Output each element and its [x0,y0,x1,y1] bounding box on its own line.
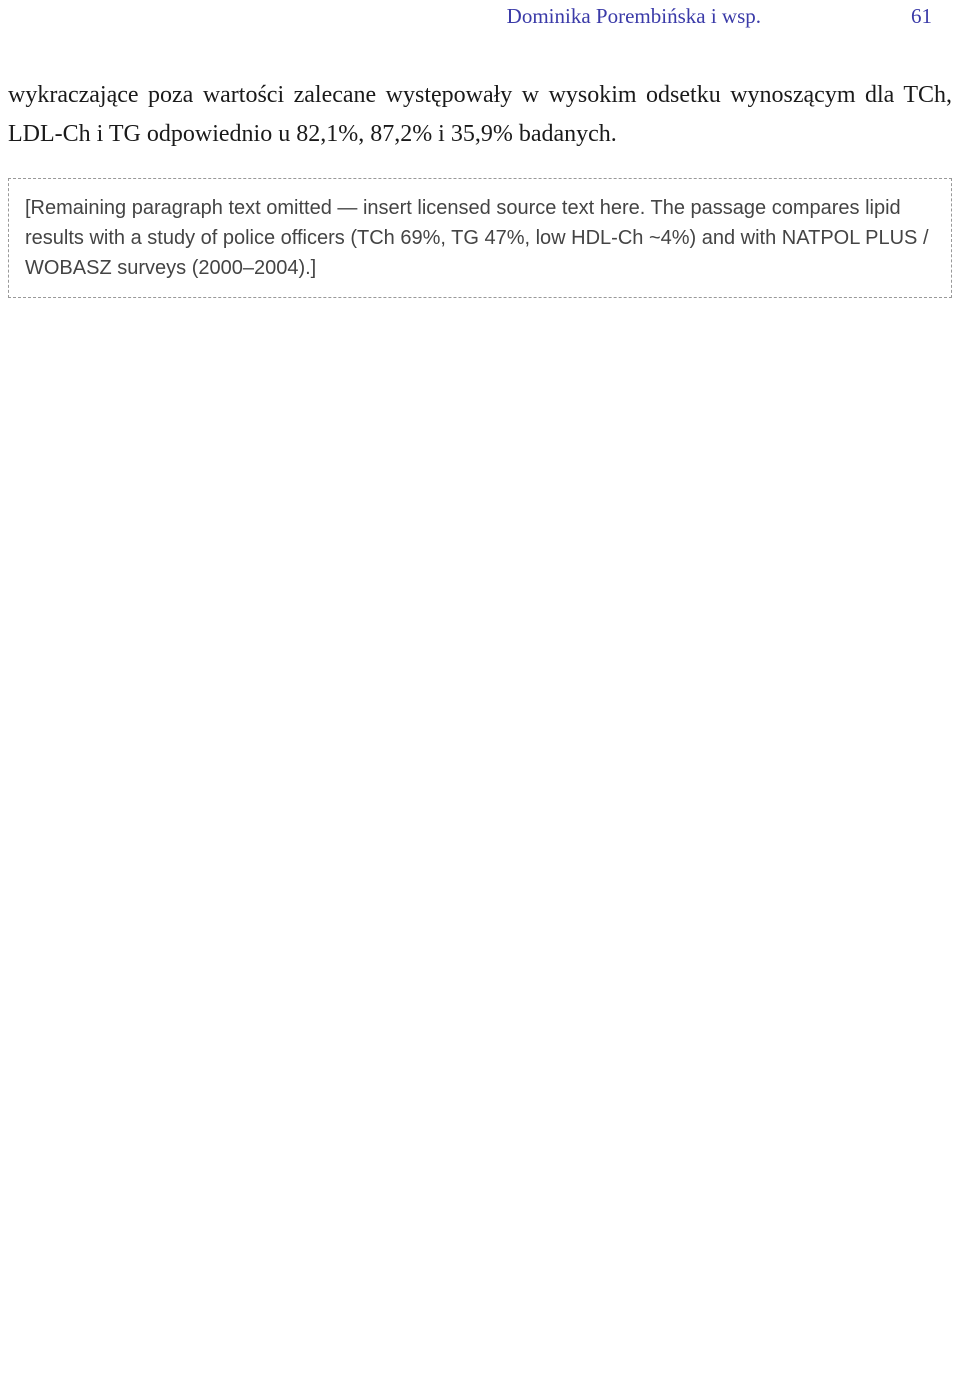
running-header [8,0,952,44]
header-authors: Dominika Porembińska i wsp. [506,4,761,28]
body-text-placeholder: [Remaining paragraph text omitted — insert licensed source text here. The passage compares lipid results with a study of police officers (TCh 69%, TG 47%, low HDL-Ch ~4%) and with NATPOL PLUS / WOBASZ surveys (2000–2004).] [8,178,952,298]
body-paragraph-excerpt: wykraczające poza wartości zalecane występowały w wysokim odsetku wynoszącym dla TCh, LDL-Ch i TG odpowiednio u 82,1%, 87,2% i 35,9% badanych. [8,82,952,147]
header-page-number: 61 [911,4,932,28]
